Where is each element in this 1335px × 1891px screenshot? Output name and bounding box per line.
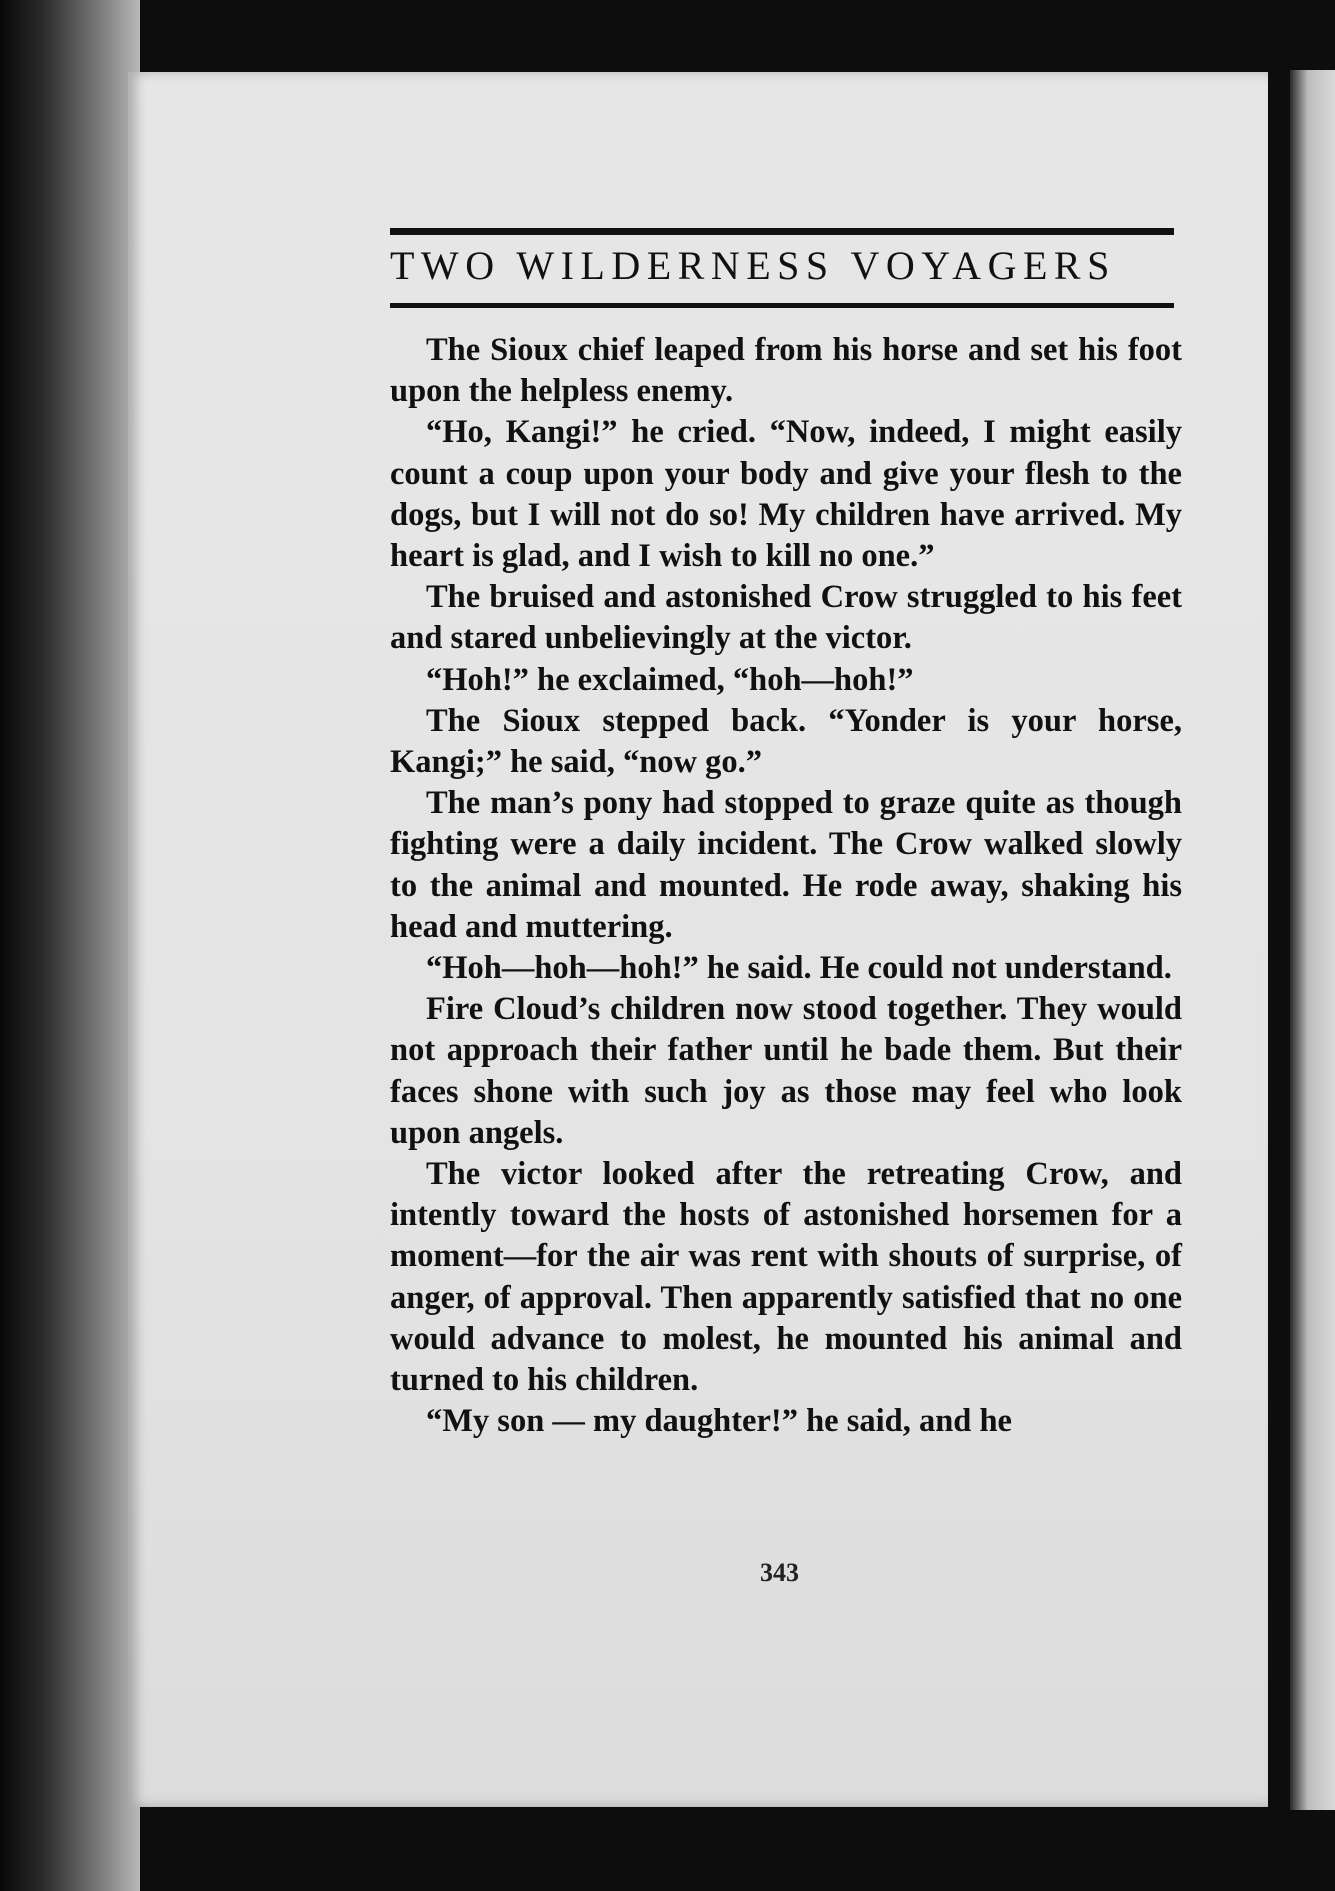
body-text (390, 330, 1182, 1442)
paragraph: “Ho, Kangi!” he cried. “Now, indeed, I might easily count a coup upon your body and give your flesh to the dogs, but I will not do so! My children have arrived. My heart is glad, and I wish to kill no one.” (390, 414, 1182, 575)
facing-page-edge (1290, 70, 1335, 1810)
running-head: TWO WILDERNESS VOYAGERS (390, 243, 1116, 288)
page-number: 343 (760, 1558, 799, 1587)
header-rule-top (390, 228, 1174, 235)
paragraph: “Hoh—hoh—hoh!” he said. He could not understand. (426, 950, 1172, 987)
paragraph: “Hoh!” he exclaimed, “hoh—hoh!” (426, 661, 914, 698)
header-rule-bottom (390, 303, 1174, 308)
paragraph: The man’s pony had stopped to graze quite as though fighting were a daily incident. The Crow walked slowly to the animal and mounted. He rode away, shaking his head and muttering. (390, 785, 1182, 945)
paragraph: The Sioux stepped back. “Yonder is your horse, Kangi;” he said, “now go.” (390, 702, 1182, 781)
paragraph: The bruised and astonished Crow struggled to his feet and stared unbelievingly at the victor. (390, 579, 1182, 657)
paragraph: The Sioux chief leaped from his horse and set his foot upon the helpless enemy. (390, 332, 1182, 410)
book-spine-shadow (0, 0, 140, 1891)
paragraph: Fire Cloud’s children now stood together. They would not approach their father until he bade them. But their faces shone with such joy as those may feel who look upon angels. (390, 991, 1182, 1151)
paragraph: The victor looked after the retreating Crow, and intently toward the hosts of astonished horsemen for a moment—for the air was rent with shouts of surprise, of anger, of approval. Then apparently satisfied that no one would advance to molest, he mounted his animal and turned to his children. (390, 1156, 1182, 1399)
paragraph: “My son — my daughter!” he said, and he (426, 1403, 1012, 1440)
